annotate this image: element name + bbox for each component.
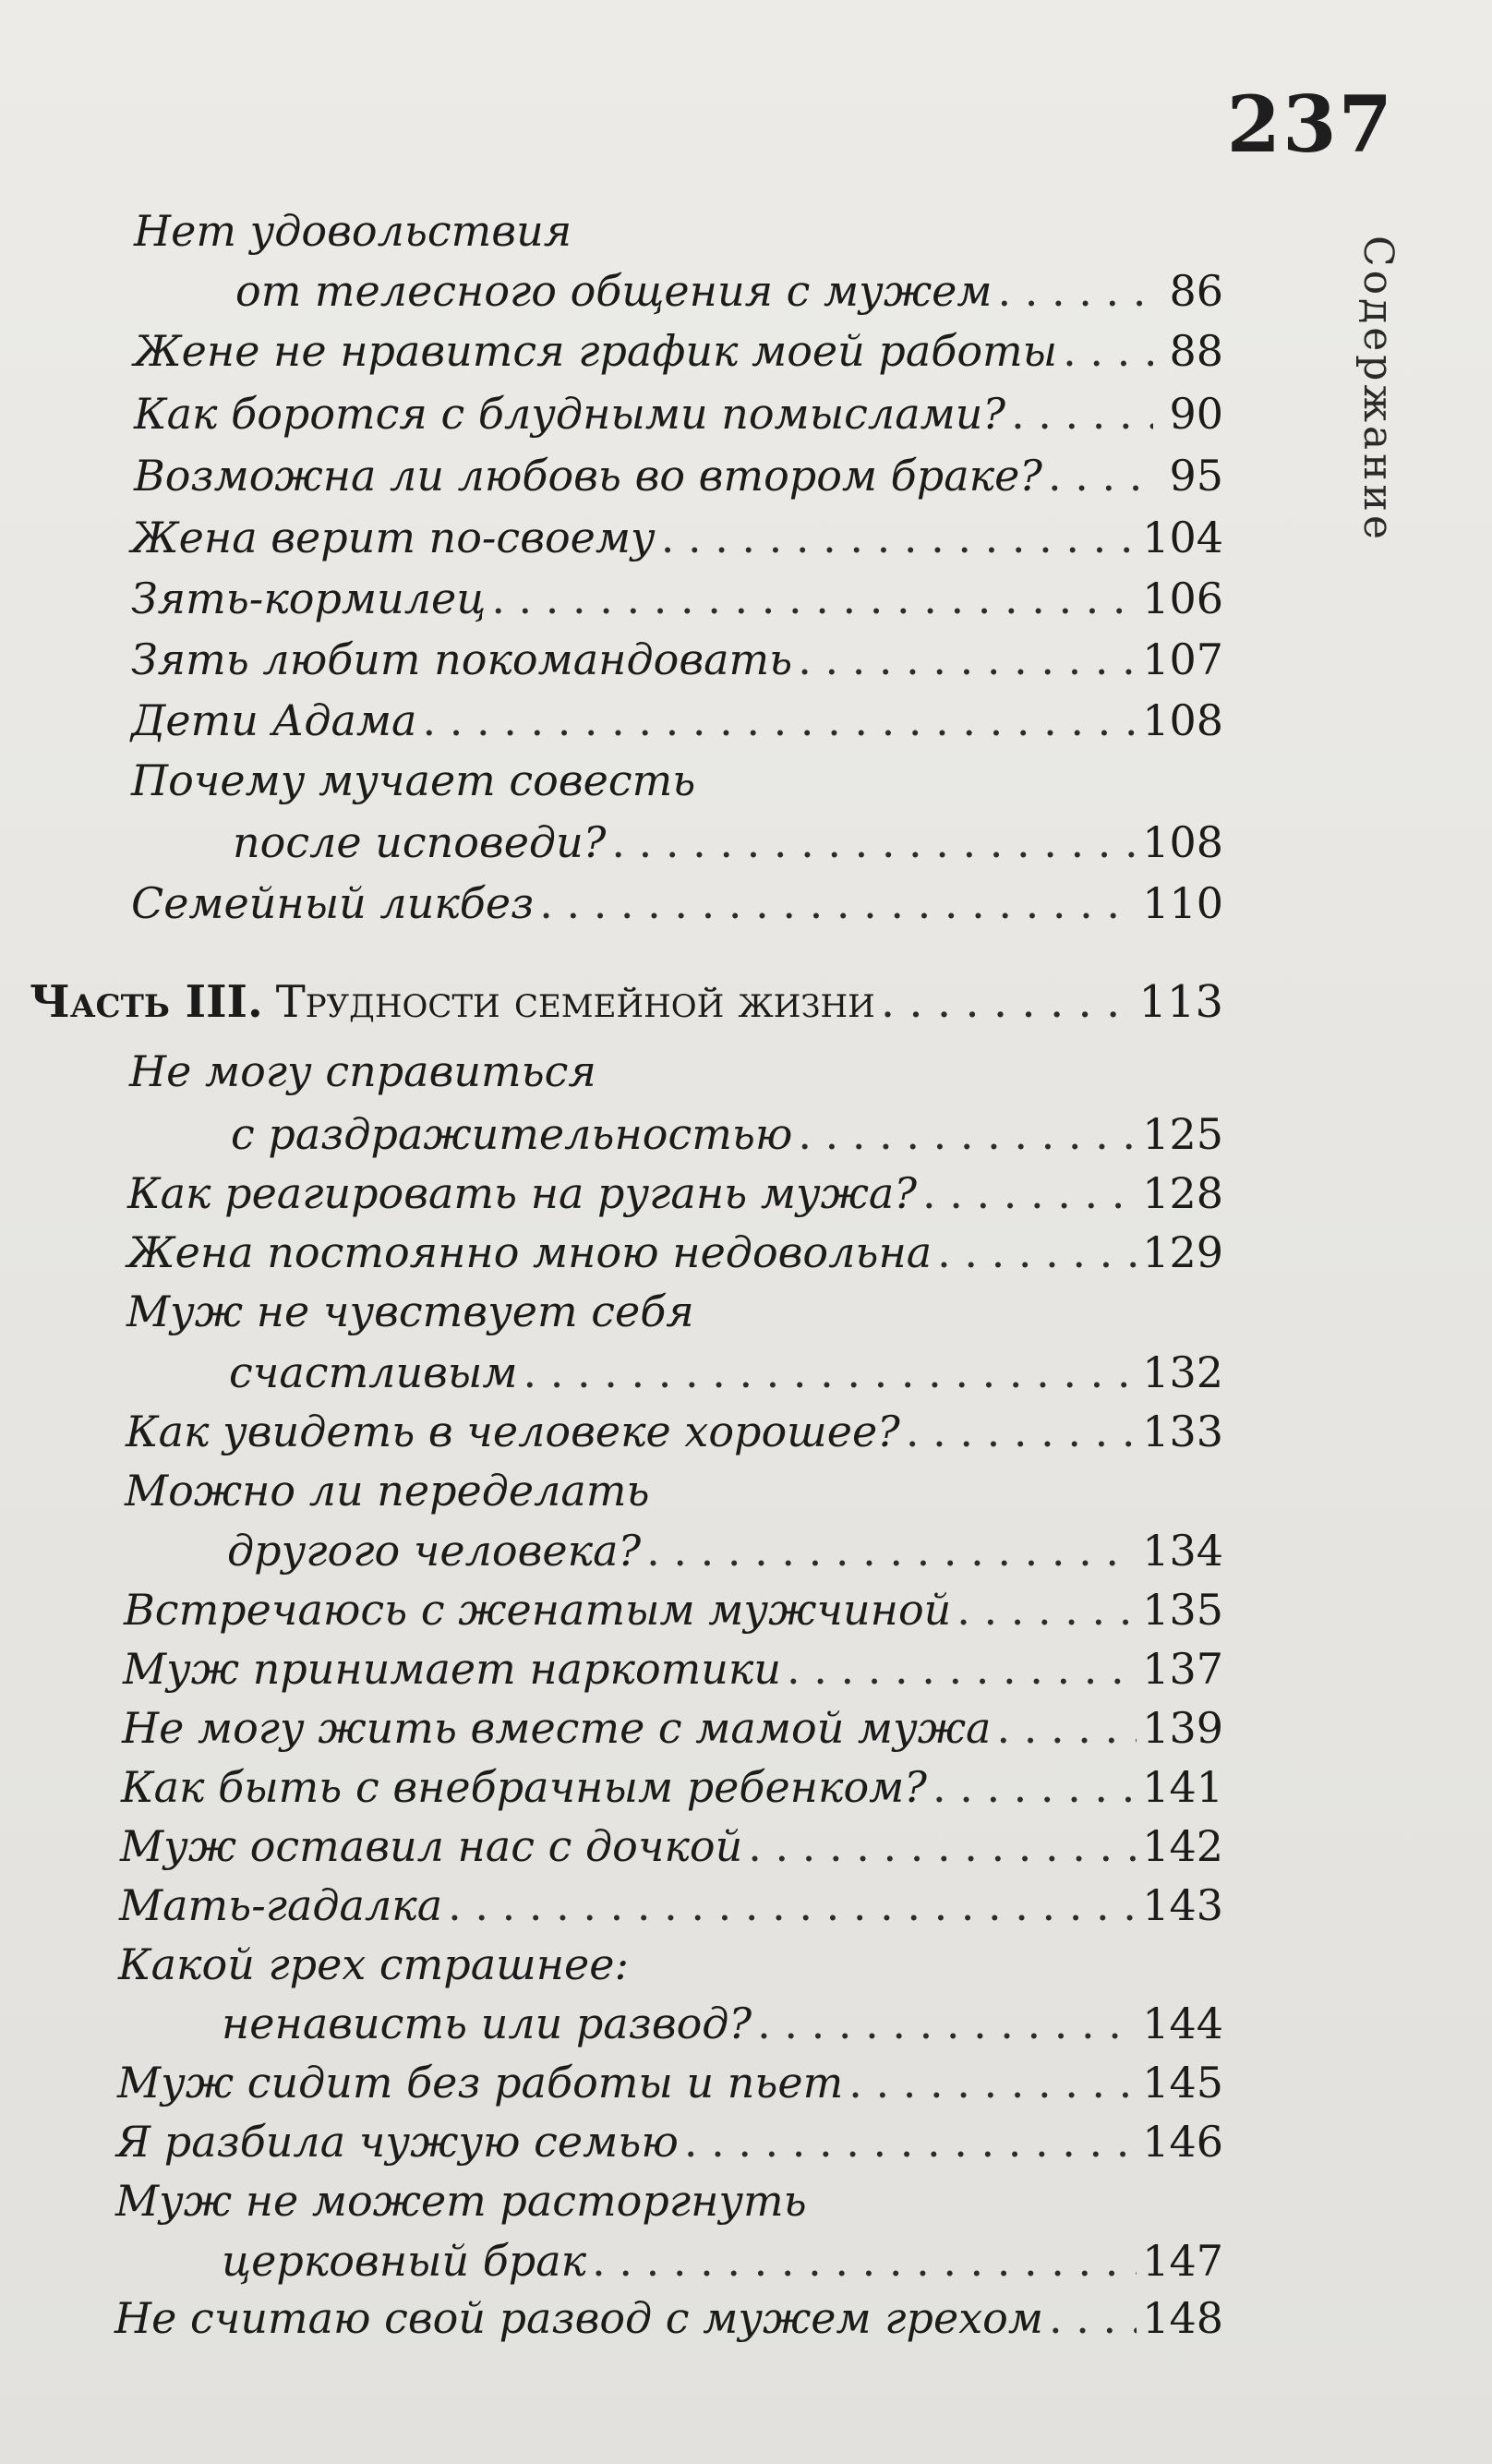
toc-entry — [122, 1700, 1223, 1756]
toc-entry — [126, 1284, 1223, 1339]
toc-entry — [131, 876, 1223, 931]
toc-entry — [227, 1523, 1223, 1578]
toc-entry-page: 141 — [1142, 1762, 1223, 1812]
toc-entry-page: 144 — [1142, 1999, 1223, 2048]
toc-entry-title: церковный брак — [222, 2236, 587, 2286]
toc-entry — [124, 1582, 1223, 1637]
toc-entry-title: Муж сидит без работы и пьет — [117, 2058, 844, 2108]
toc-entry — [125, 1463, 1223, 1518]
toc-entry-title: ненависть или развод? — [222, 1999, 752, 2048]
toc-entry-title: Семейный ликбез — [131, 878, 535, 928]
toc-entry-page: 110 — [1142, 878, 1223, 928]
dot-leader — [922, 1166, 1137, 1221]
toc-entry — [134, 323, 1223, 379]
toc-entry-page: 143 — [1142, 1880, 1223, 1930]
toc-entry-title: Муж не может расторгнуть — [115, 2176, 807, 2226]
toc-entry — [119, 1878, 1223, 1933]
toc-entry-page: 142 — [1142, 1821, 1223, 1871]
toc-entry-title: Какой грех страшнее: — [118, 1939, 629, 1989]
toc-entry — [131, 571, 1223, 626]
toc-entry-page: 107 — [1142, 634, 1223, 684]
toc-entry-title: с раздражительностью — [231, 1109, 793, 1159]
toc-entry — [115, 2173, 1223, 2228]
toc-entry — [114, 2290, 1223, 2346]
toc-entry — [127, 1166, 1223, 1221]
toc-entry-page: 137 — [1142, 1644, 1223, 1694]
dot-leader — [998, 263, 1153, 319]
toc-entry-page: 108 — [1142, 695, 1223, 745]
dot-leader — [798, 1106, 1137, 1162]
toc-entry-title: после исповеди? — [233, 817, 607, 867]
toc-entry-page: 88 — [1169, 326, 1223, 376]
toc-entry-title: Почему мучает совесть — [131, 755, 696, 805]
dot-leader — [748, 1818, 1137, 1874]
dot-leader — [523, 1345, 1137, 1400]
toc-entry-title: счастливым — [229, 1347, 518, 1397]
running-head: Содержание — [1354, 236, 1402, 543]
toc-entry — [131, 753, 1223, 808]
dot-leader — [1049, 2290, 1137, 2346]
dot-leader — [448, 1878, 1137, 1933]
toc-entry-title: Возможна ли любовь во втором браке? — [134, 451, 1042, 501]
toc-entry-title: Не могу справиться — [129, 1046, 596, 1096]
toc-entry-page: 129 — [1142, 1227, 1223, 1277]
dot-leader — [881, 974, 1134, 1030]
dot-leader — [1048, 448, 1153, 503]
toc-entry — [131, 510, 1223, 565]
dot-leader — [798, 632, 1137, 687]
toc-entry — [134, 386, 1223, 441]
toc-entry-title: Не могу жить вместе с мамой мужа — [122, 1703, 992, 1753]
toc-entry — [222, 2233, 1223, 2289]
toc-entry-title: Зять любит покомандовать — [131, 634, 793, 684]
toc-entry-page: 113 — [1138, 976, 1223, 1028]
dot-leader — [684, 2114, 1137, 2169]
toc-entry-title: Муж принимает наркотики — [123, 1644, 782, 1694]
dot-leader — [848, 2055, 1137, 2110]
toc-entry-page: 135 — [1142, 1585, 1223, 1635]
toc-entry-title: Как реагировать на ругань мужа? — [127, 1168, 918, 1218]
toc-entry-page: 146 — [1142, 2117, 1223, 2167]
toc-entry-title: Можно ли переделать — [125, 1466, 650, 1516]
toc-entry-page: 106 — [1142, 574, 1223, 623]
toc-entry — [118, 1937, 1223, 1992]
toc-entry-title: Жене не нравится график моей работы — [134, 326, 1058, 376]
toc-entry-page: 95 — [1169, 451, 1223, 501]
toc-entry-title: Муж оставил нас с дочкой — [120, 1821, 743, 1871]
toc-entry-page: 132 — [1142, 1347, 1223, 1397]
toc-entry-title: Встречаюсь с женатым мужчиной — [124, 1585, 952, 1635]
toc-entry-title: Муж не чувствует себя — [126, 1286, 694, 1336]
toc-entry-title: Не считаю свой развод с мужем грехом — [114, 2293, 1043, 2343]
toc-entry-title: Как быть с внебрачным ребенком? — [121, 1762, 927, 1812]
dot-leader — [646, 1523, 1137, 1578]
toc-entry-title: Я разбила чужую семью — [116, 2117, 679, 2167]
toc-entry — [229, 1345, 1223, 1400]
toc-entry-page: 134 — [1142, 1526, 1223, 1576]
toc-entry-title: Нет удовольствия — [134, 206, 572, 256]
toc-entry — [123, 1641, 1223, 1697]
toc-entry-title: Как боротся с блудными помыслами? — [134, 389, 1006, 439]
toc-entry — [129, 1044, 1223, 1099]
toc-entry-title: Как увидеть в человеке хорошее? — [126, 1407, 900, 1456]
toc-entry — [131, 632, 1223, 687]
toc-entry-title: Мать-гадалка — [119, 1880, 443, 1930]
toc-entry — [233, 815, 1223, 870]
dot-leader — [906, 1404, 1137, 1459]
toc-entry-page: 128 — [1142, 1168, 1223, 1218]
dot-leader — [932, 1759, 1137, 1815]
dot-leader — [422, 693, 1137, 748]
toc-entry-title: Жена верит по-своему — [131, 513, 656, 562]
toc-entry-title: Зять-кормилец — [131, 574, 487, 623]
toc-entry — [126, 1404, 1223, 1459]
toc-entry — [131, 693, 1223, 748]
dot-leader — [491, 571, 1137, 626]
toc-entry-title: от телесного общения с мужем — [235, 266, 993, 316]
toc-entry — [121, 1759, 1223, 1815]
toc-entry — [127, 1225, 1223, 1280]
toc-entry-title: Жена постоянно мною недовольна — [127, 1227, 932, 1277]
dot-leader — [539, 876, 1137, 931]
dot-leader — [1011, 386, 1153, 441]
part-title: Трудности семейной жизни — [275, 976, 875, 1028]
toc-entry — [222, 1996, 1223, 2051]
toc-entry-page: 86 — [1169, 266, 1223, 316]
toc-entry-title: Дети Адама — [131, 695, 417, 745]
part-label: Часть III. — [30, 976, 263, 1028]
toc-entry — [117, 2055, 1223, 2110]
toc-entry-page: 90 — [1169, 389, 1223, 439]
dot-leader — [937, 1225, 1137, 1280]
toc-entry-page: 108 — [1142, 817, 1223, 867]
toc-entry — [134, 203, 1223, 259]
dot-leader — [661, 510, 1137, 565]
toc-entry-page: 125 — [1142, 1109, 1223, 1159]
toc-entry-page: 133 — [1142, 1407, 1223, 1456]
dot-leader — [611, 815, 1137, 870]
toc-entry-title: другого человека? — [227, 1526, 642, 1576]
dot-leader — [592, 2233, 1137, 2289]
toc-entry — [134, 448, 1223, 503]
toc-entry-page: 147 — [1142, 2236, 1223, 2286]
page-number: 237 — [1226, 79, 1394, 170]
toc-entry — [235, 263, 1223, 319]
dot-leader — [757, 1996, 1137, 2051]
toc-part-heading — [30, 974, 1223, 1030]
toc-entry-page: 145 — [1142, 2058, 1223, 2108]
dot-leader — [996, 1700, 1137, 1756]
toc-entry-page: 148 — [1142, 2293, 1223, 2343]
dot-leader — [787, 1641, 1137, 1697]
toc-entry-page: 139 — [1142, 1703, 1223, 1753]
toc-entry-page: 104 — [1142, 513, 1223, 562]
toc-entry — [120, 1818, 1223, 1874]
dot-leader — [957, 1582, 1137, 1637]
toc-entry — [116, 2114, 1223, 2169]
dot-leader — [1063, 323, 1153, 379]
toc-entry — [231, 1106, 1223, 1162]
